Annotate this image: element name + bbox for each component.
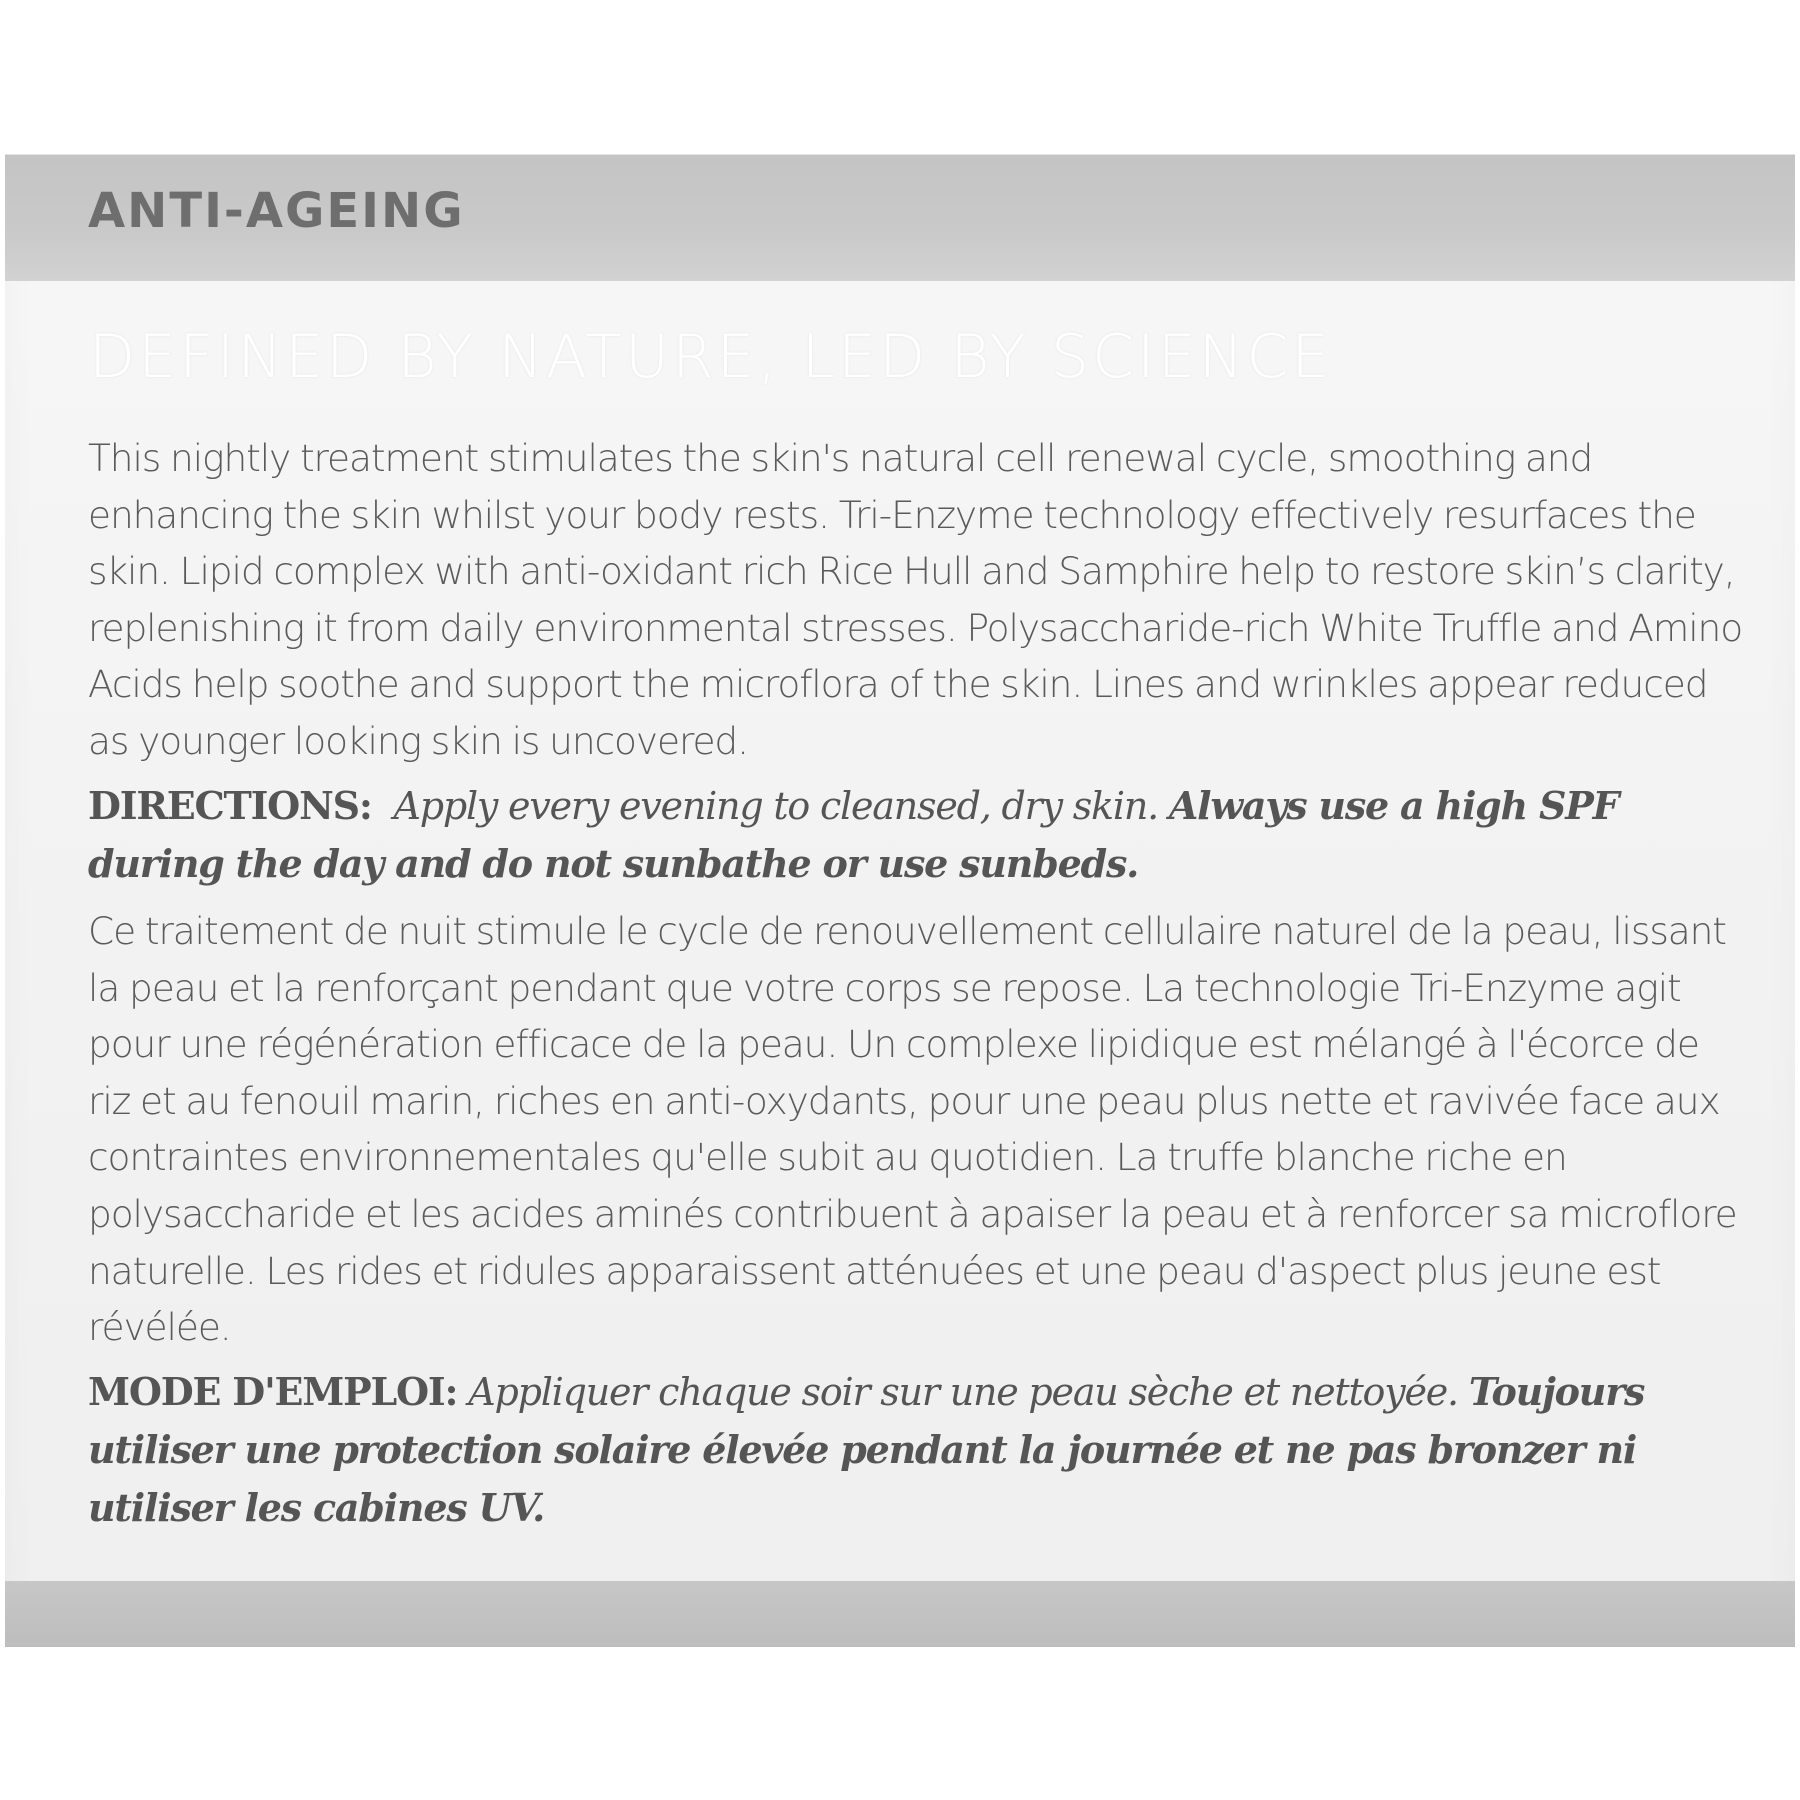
- directions-fr-label: MODE D'EMPLOI:: [88, 1369, 458, 1414]
- description-en: This nightly treatment stimulates the skin's natural cell renewal cycle, smoothing and enhancing the skin whilst your body rests. Tri-Enzyme technology effectively resurfaces the skin. Lipid complex with anti-oxidant rich Rice Hull and Samphire help to restore skin’s clarity, replenishing it from daily environmental stresses. Polysaccharide-rich White Truffle and Amino Acids help soothe and support the microflora of the skin. Lines and wrinkles appear reduced as younger looking skin is uncovered.: [88, 436, 1743, 763]
- footer-band: [5, 1581, 1795, 1647]
- header-band: [5, 155, 1795, 281]
- directions-en: [88, 777, 1748, 893]
- product-panel: [5, 154, 1795, 1647]
- tagline: DEFINED BY NATURE, LED BY SCIENCE: [89, 322, 1333, 392]
- description-fr: Ce traitement de nuit stimule le cycle de renouvellement cellulaire naturel de la peau, lissant la peau et la renforçant pendant que votre corps se repose. La technologie Tri-Enzyme agit pour une régénération efficace de la peau. Un complexe lipidique est mélangé à l'écorce de riz et au fenouil marin, riches en anti-oxydants, pour une peau plus nette et ravivée face aux contraintes environnementales qu'elle subit au quotidien. La truffe blanche riche en polysaccharide et les acides aminés contribuent à apaiser la peau et à renforcer sa microflore naturelle. Les rides et ridules apparaissent atténuées et une peau d'aspect plus jeune est révélée.: [88, 909, 1737, 1350]
- directions-en-text: Apply every evening to cleansed, dry skin.: [393, 784, 1158, 828]
- directions-fr-warning: Toujours utiliser une protection solaire élevée pendant la journée et ne pas bronzer ni utiliser les cabines UV.: [88, 1369, 1645, 1530]
- directions-fr: [88, 1363, 1748, 1537]
- directions-en-label: DIRECTIONS:: [88, 783, 372, 828]
- category-title: ANTI-AGEING: [88, 183, 465, 239]
- directions-en-warning: Always use a high SPF during the day and do not sunbathe or use sunbeds.: [88, 783, 1619, 886]
- directions-fr-text: Appliquer chaque soir sur une peau sèche et nettoyée.: [468, 1370, 1458, 1414]
